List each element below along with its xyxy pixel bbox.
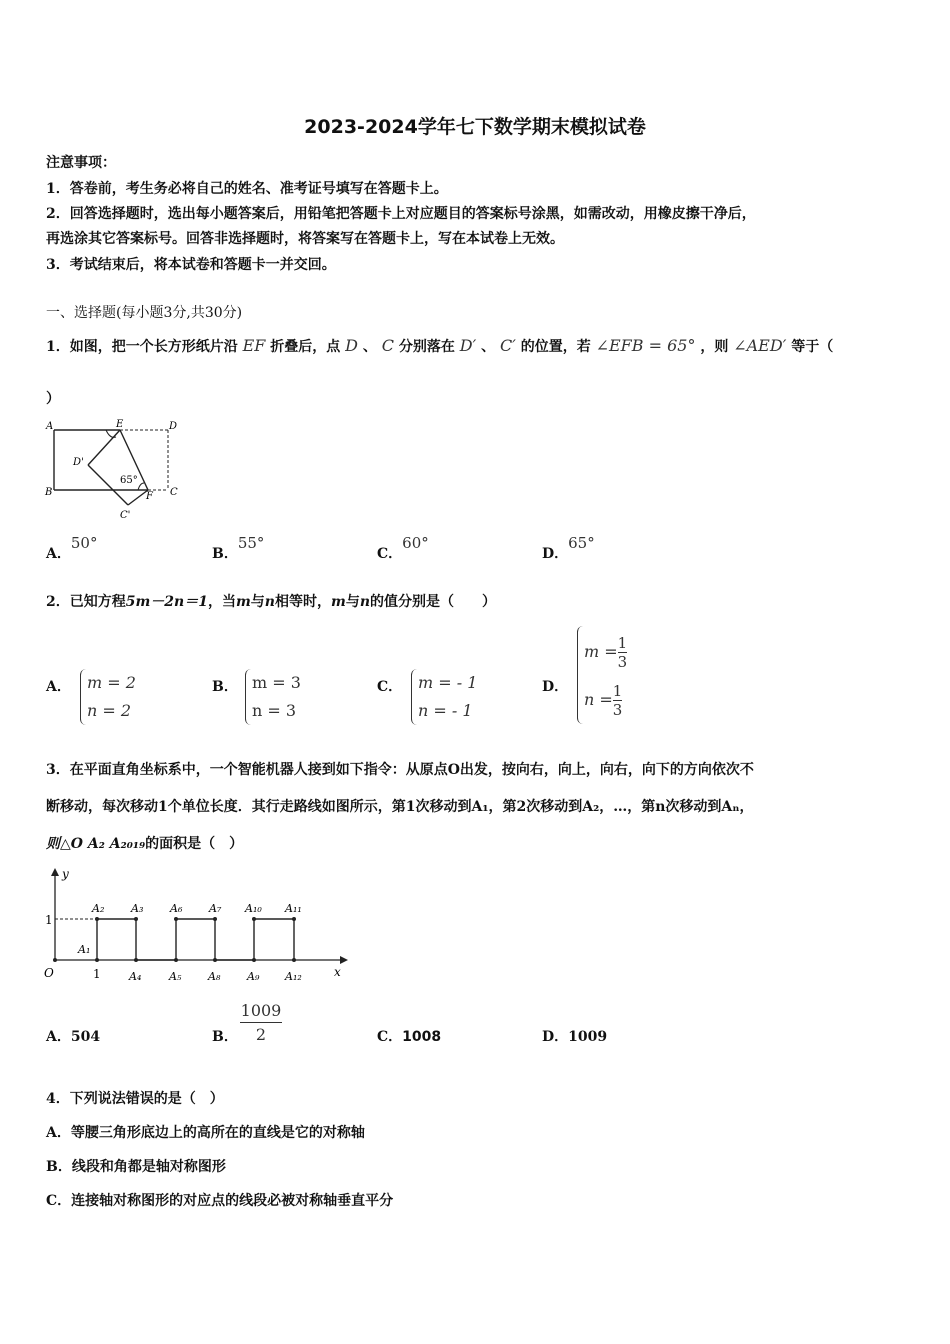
svg-text:x: x [334,965,341,979]
q2-option-d-system: m = $\frac{1}{3}$ n = $\frac{1}{3}$ [577,626,627,724]
label-C: C [170,487,178,498]
q2-option-a-label: A． [46,679,71,695]
svg-text:1: 1 [45,913,53,927]
label-angle: 65° [120,475,138,486]
svg-text:A₈: A₈ [208,970,221,983]
section-heading: 一、选择题(每小题3分,共30分) [46,305,243,321]
svg-text:A₁: A₁ [78,943,91,956]
svg-text:A₅: A₅ [169,970,182,983]
svg-text:1: 1 [93,967,101,981]
label-D: D [169,421,178,432]
label-C-prime: C' [120,510,131,521]
page-title: 2023-2024学年七下数学期末模拟试卷 [304,116,646,138]
q2-option-b-label: B． [212,679,238,695]
question-4-stem: 4．下列说法错误的是（ ） [46,1091,224,1107]
label-B: B [45,487,53,498]
q2-option-d-label: D． [542,679,569,695]
question-3-line-2: 断移动，每次移动1个单位长度．其行走路线如图所示，第1次移动到A₁，第2次移动到A₂，…，第n次移动到Aₙ， [46,799,754,815]
q3-option-d: D．1009 [542,1029,608,1045]
svg-text:A₁₁: A₁₁ [285,902,302,915]
q4-option-b: B．线段和角都是轴对称图形 [46,1159,226,1175]
label-E: E [116,419,124,430]
svg-text:A₄: A₄ [129,970,142,983]
notice-item: 再选涂其它答案标号。回答非选择题时，将答案写在答题卡上，写在本试卷上无效。 [46,231,564,247]
svg-text:A₃: A₃ [131,902,144,915]
q1-option-a: A．50° [46,534,98,562]
q4-option-a: A．等腰三角形底边上的高所在的直线是它的对称轴 [46,1125,365,1141]
label-F: F [146,491,153,502]
q2-option-a-system: m = 2 n = 2 [80,669,136,725]
svg-text:O: O [44,966,54,980]
question-2-stem: 2．已知方程5m－2n＝1，当m与n相等时，m与n的值分别是（ ） [46,594,496,610]
label-D-prime: D' [73,457,84,468]
notice-item: 3．考试结束后，将本试卷和答题卡一并交回。 [46,257,336,273]
notice-heading: 注意事项： [46,155,116,171]
notice-item: 1．答卷前，考生务必将自己的姓名、准考证号填写在答题卡上。 [46,181,448,197]
svg-text:A₂: A₂ [92,902,105,915]
question-3-graph [40,866,350,986]
q4-option-c: C．连接轴对称图形的对应点的线段必被对称轴垂直平分 [46,1193,394,1209]
q1-option-b: B．55° [212,534,265,562]
q2-option-c-system: m = - 1 n = - 1 [411,669,477,725]
svg-text:A₁₂: A₁₂ [285,970,302,983]
q3-option-b-fraction: 1009 2 [240,1001,282,1044]
svg-text:A₁₀: A₁₀ [245,902,262,915]
label-A: A [46,421,54,432]
svg-text:y: y [62,867,69,881]
question-3-line-3: 则△O A₂ A₂₀₁₉的面积是（ ） [46,836,244,852]
svg-text:A₆: A₆ [170,902,183,915]
svg-text:A₉: A₉ [247,970,260,983]
q2-option-b-system: m = 3 n = 3 [245,669,301,725]
question-1-stem: 1．如图，把一个长方形纸片沿 EF 折叠后，点 D 、 C 分别落在 D′ 、 C′ 的位置，若 ∠EFB = 65° ，则 ∠AED′ 等于（ [46,336,834,355]
q3-option-b-label: B． [212,1029,238,1045]
q3-option-c: C．1008 [377,1029,442,1045]
question-1-close: ） [46,391,60,407]
q3-option-a: A．504 [46,1029,101,1045]
svg-text:A₇: A₇ [209,902,222,915]
question-3-line-1: 3．在平面直角坐标系中，一个智能机器人接到如下指令：从原点O出发，按向右，向上，向右，向下的方向依次不 [46,762,754,778]
q1-option-c: C．60° [377,534,429,562]
q2-option-c-label: C． [377,679,403,695]
q1-option-d: D．65° [542,534,595,562]
question-1-figure [40,415,190,525]
notice-item: 2．回答选择题时，选出每小题答案后，用铅笔把答题卡上对应题目的答案标号涂黑，如需改动，用橡皮擦干净后， [46,206,756,222]
